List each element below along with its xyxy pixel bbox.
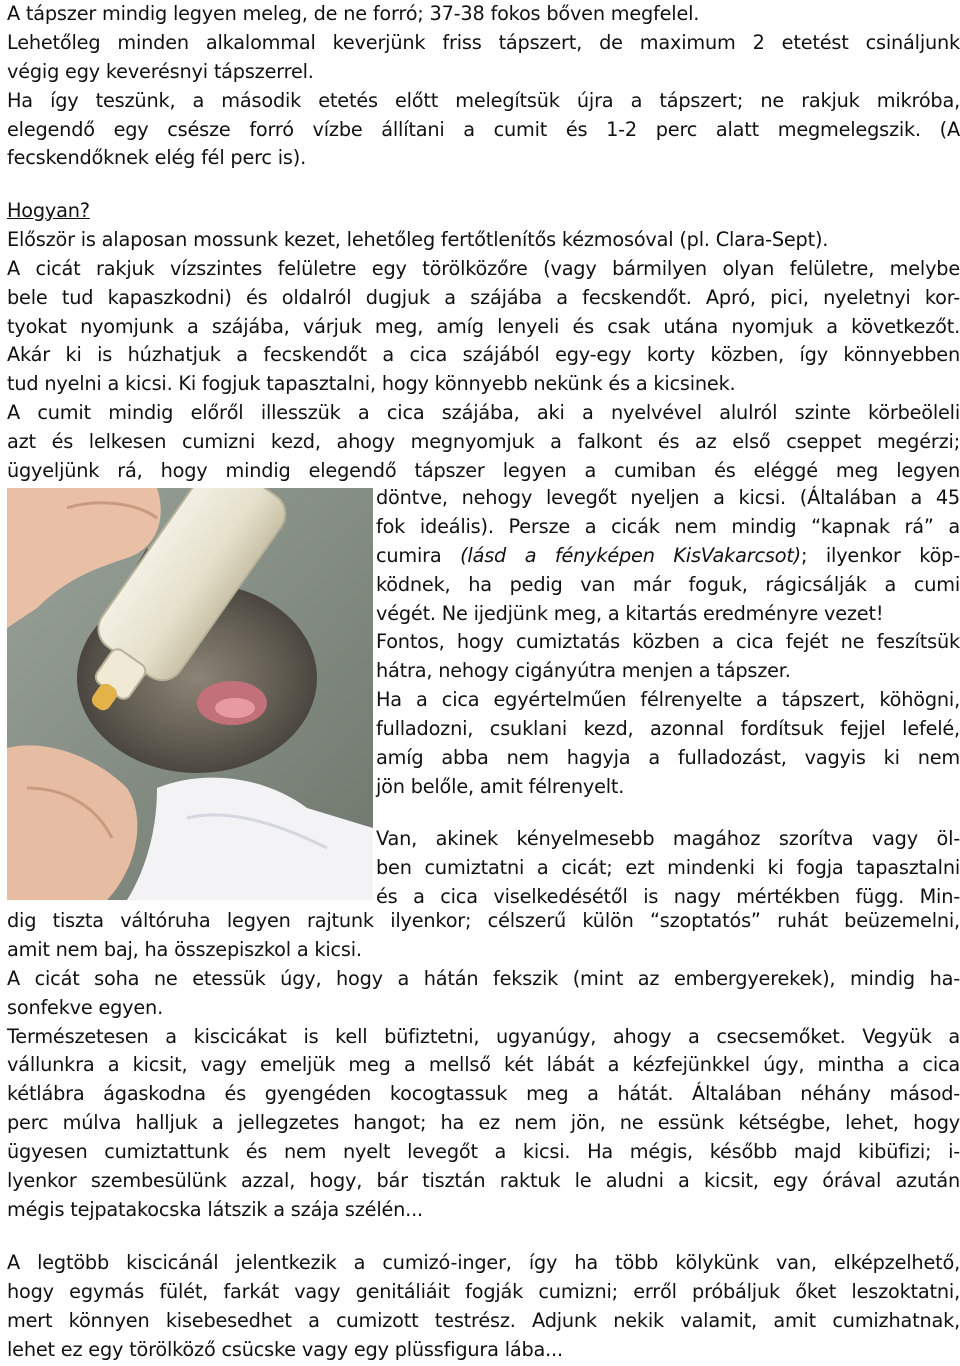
text-line: A legtöbb kiscicánál jelentkezik a cumizó-inger, így ha több kölykünk van, elképzelhető, <box>7 1251 960 1274</box>
text-line: Lehetőleg minden alkalommal keverjünk friss tápszert, de maximum 2 etetést csináljunk <box>7 30 960 54</box>
text-line: A cicát rakjuk vízszintes felületre egy törölközőre (vagy bármilyen olyan felületre, melybe <box>7 256 960 280</box>
text-line: hátra, nehogy cigányútra menjen a tápszer. <box>376 659 791 683</box>
sucking-reflex-section <box>7 1249 960 1365</box>
text-line: végig egy keverésnyi tápszerrel. <box>7 59 314 83</box>
text-line: A tápszer mindig legyen meleg, de ne forró; 37-38 fokos bőven megfelel. <box>7 2 700 25</box>
text-line: mert könnyen kisebesedhet a cumizott testrész. Adjunk nekik valamit, amit cumizhatnak, <box>7 1308 960 1332</box>
text-line: tud nyelni a kicsi. Ki fogjuk tapasztalni, hogy könnyebb nekünk és a kicsinek. <box>7 372 736 396</box>
text-line: Természetesen a kiscicákat is kell büfiztetni, ugyanúgy, ahogy a csecsemőket. Vegyük a <box>7 1024 960 1048</box>
text-line: lehet ez egy törölköző csücske vagy egy plüssfigura lába... <box>7 1337 563 1361</box>
text-line: ben cumiztatni a cicát; ezt mindenki ki fogja tapasztalni <box>376 855 960 879</box>
text-line: perc múlva halljuk a jellegzetes hangot; ha ez nem jön, ne essünk kétségbe, lehet, hogy <box>7 1111 960 1135</box>
text-line: hogy egymás fülét, farkát vagy genitáliáit fogják cumizni; erről próbáljuk őket leszoktatni, <box>7 1279 960 1303</box>
text-segment: ; ilyenkor köp- <box>801 543 960 567</box>
text-line: végét. Ne ijedjünk meg, a kitartás eredményre vezet! <box>376 601 884 625</box>
section-heading: Hogyan? <box>7 199 90 222</box>
text-line: dig tiszta váltóruha legyen rajtunk ilyenkor; célszerű külön “szoptatós” ruhát beüzemelni, <box>7 909 960 932</box>
how-to-section <box>7 197 960 486</box>
text-line: A cicát soha ne etessük úgy, hogy a hátán fekszik (mint az embergyerekek), mindig ha- <box>7 966 960 990</box>
text-line: Először is alaposan mossunk kezet, lehetőleg fertőtlenítős kézmosóval (pl. Clara-Sept). <box>7 227 829 251</box>
text-line: mégis tejpatakocska látszik a szája szélén... <box>7 1197 423 1221</box>
text-line: döntve, nehogy levegőt nyeljen a kicsi. (Általában a 45 <box>376 486 960 509</box>
text-line: azt és lelkesen cumizni kezd, ahogy megnyomjuk a falkont és az első cseppet megérzi; <box>7 430 960 454</box>
text-line: amit nem baj, ha összepiszkol a kicsi. <box>7 937 362 961</box>
right-column-text <box>376 484 960 911</box>
text-line: amíg abba nem hagyja a fulladozást, vagyis ki nem <box>376 746 960 770</box>
photo-caption-reference: (lásd a fényképen KisVakarcsot) <box>460 543 801 567</box>
text-line: Akár ki is húzhatjuk a fecskendőt a cica szájából egy-egy korty közben, így könnyebben <box>7 343 960 367</box>
text-line: sonfekve egyen. <box>7 995 164 1019</box>
text-line <box>376 542 960 571</box>
text-line: ködnek, ha pedig van már foguk, rágicsálják a cumi <box>376 572 960 596</box>
text-line: Ha a cica egyértelműen félrenyelte a tápszert, köhögni, <box>376 688 960 712</box>
text-line: és a cica viselkedésétől is nagy mértékben függ. Min- <box>376 884 960 908</box>
text-line: fok ideális). Persze a cicák nem mindig “kapnak rá” a <box>376 514 960 538</box>
intro-paragraph <box>7 0 960 173</box>
text-segment: cumira <box>376 543 461 567</box>
text-line: jön belőle, amit félrenyelt. <box>376 774 625 798</box>
text-line: bele tud kapaszkodni) és oldalról dugjuk a szájába a fecskendőt. Apró, pici, nyeletnyi kor- <box>7 285 960 309</box>
text-line: fecskendőknek elég fél perc is). <box>7 146 307 170</box>
text-line: tyokat nyomjunk a szájába, várjuk meg, amíg lenyeli és csak utána nyomjuk a következőt. <box>7 314 960 338</box>
text-line: elegendő egy csésze forró vízbe állítani a cumit és 1-2 perc alatt megmelegszik. (A <box>7 117 960 141</box>
text-line: ügyeljünk rá, hogy mindig elegendő tápszer legyen a cumiban és eléggé meg legyen <box>7 459 960 483</box>
kitten-feeding-photo <box>7 488 373 900</box>
text-line: A cumit mindig előről illesszük a cica szájába, aki a nyelvével alulról szinte körbeöleli <box>7 401 960 425</box>
text-line: Ha így teszünk, a második etetés előtt melegítsük újra a tápszert; ne rakjuk mikróba, <box>7 88 960 112</box>
text-line: Van, akinek kényelmesebb magához szorítva vagy öl- <box>376 826 960 850</box>
text-line: Fontos, hogy cumiztatás közben a cica fejét ne feszítsük <box>376 630 960 654</box>
text-line: ügyesen cumiztattunk és nem nyelt levegőt a kicsi. Ha mégis, később majd kibüfizi; i- <box>7 1140 960 1164</box>
burping-section <box>7 907 960 1225</box>
text-line: fulladozni, csuklani kezd, azonnal fordítsuk fejjel lefelé, <box>376 717 960 741</box>
text-line: lyenkor szembesülünk azzal, hogy, bár tisztán raktuk le aludni a kicsit, egy órával azután <box>7 1169 960 1193</box>
document-page <box>7 0 960 1366</box>
text-line: kétlábra ágaskodna és gyengéden kocogtassuk meg a hátát. Általában néhány másod- <box>7 1082 960 1106</box>
text-line: vállunkra a kicsit, vagy emeljük meg a mellső két lábát a kézfejünkkel úgy, mintha a cica <box>7 1053 960 1077</box>
